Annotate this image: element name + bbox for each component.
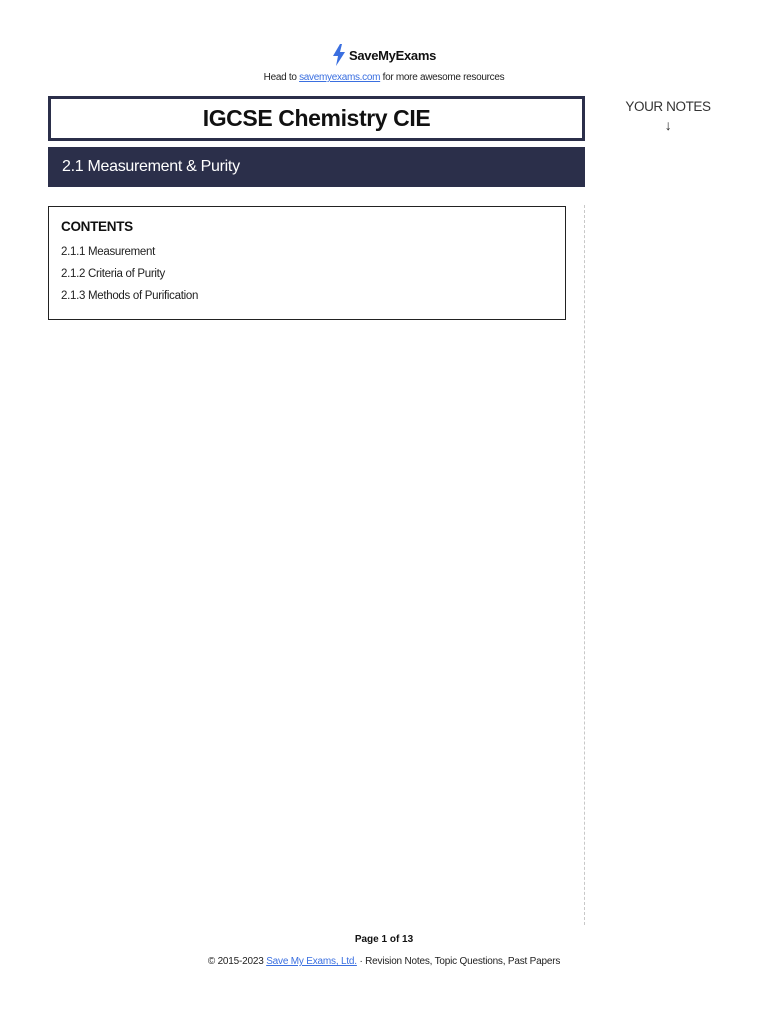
contents-heading: CONTENTS [61, 219, 133, 234]
copyright-text: © 2015-2023 [207, 956, 267, 967]
contents-item-methods-of-purification[interactable]: 2.1.3 Methods of Purification [61, 290, 199, 302]
document-title: IGCSE Chemistry CIE [202, 105, 431, 131]
lightning-bolt-icon [332, 44, 346, 66]
contents-item-measurement[interactable]: 2.1.1 Measurement [61, 246, 155, 258]
footer [0, 956, 768, 967]
banner-suffix: for more awesome resources [380, 72, 505, 83]
your-notes-label [612, 98, 724, 134]
banner-prefix: Head to [263, 72, 300, 83]
brand-logo[interactable] [0, 44, 768, 66]
resources-banner [0, 72, 768, 83]
section-title: 2.1 Measurement & Purity [62, 158, 240, 175]
your-notes-text: YOUR NOTES [625, 99, 711, 114]
document-title-box [48, 96, 585, 141]
section-header [48, 147, 585, 187]
brand-name: SaveMyExams [348, 47, 437, 63]
savemyexams-link[interactable]: savemyexams.com [299, 72, 381, 83]
contents-item-criteria-of-purity[interactable]: 2.1.2 Criteria of Purity [61, 268, 166, 280]
contents-box [48, 206, 566, 320]
footer-suffix: · Revision Notes, Topic Questions, Past Papers [356, 956, 561, 967]
arrow-down-icon: ↓ [664, 117, 672, 133]
page-number: Page 1 of 13 [354, 934, 414, 945]
notes-divider [584, 205, 585, 925]
save-my-exams-link[interactable]: Save My Exams, Ltd. [266, 956, 357, 967]
